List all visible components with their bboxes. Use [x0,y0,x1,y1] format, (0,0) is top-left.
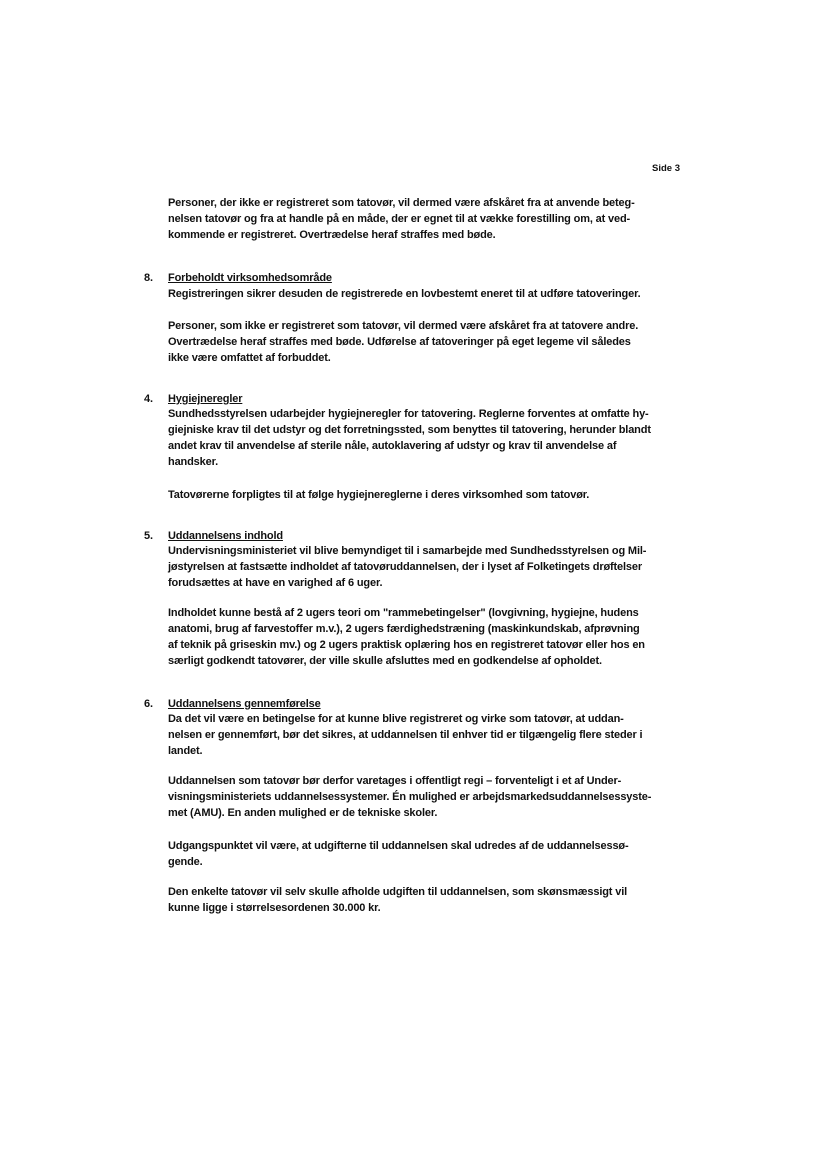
text-line: Sundhedsstyrelsen udarbejder hygiejneregler for tatovering. Reglerne forventes at omfatte hy- [168,408,649,420]
text-line: Undervisningsministeriet vil blive bemyndiget til i samarbejde med Sundhedsstyrelsen og Mil- [168,545,647,557]
section-paragraph [168,286,688,302]
text-line: Indholdet kunne bestå af 2 ugers teori om "rammebetingelser" (lovgivning, hygiejne, hudens [168,607,639,619]
text-line: met (AMU). En anden mulighed er de tekniske skoler. [168,807,438,819]
text-line: handsker. [168,456,219,468]
section-paragraph [168,884,688,916]
section-heading: Hygiejneregler [168,393,243,405]
section-paragraph [168,318,688,366]
text-line: gende. [168,856,203,868]
section-heading: Forbeholdt virksomhedsområde [168,272,332,284]
section-paragraph [168,711,688,759]
text-line: jøstyrelsen at fastsætte indholdet af tatovøruddannelsen, der i lyset af Folketingets drøftelser [168,561,642,573]
text-line: Da det vil være en betingelse for at kunne blive registreret og virke som tatovør, at uddan- [168,713,624,725]
section-number: 8. [144,272,153,284]
text-line: nelsen tatovør og fra at handle på en måde, der er egnet til at vække forestilling om, at ved- [168,213,631,225]
text-line: Overtrædelse heraf straffes med bøde. Udførelse af tatoveringer på eget legeme vil således [168,336,631,348]
text-line: kunne ligge i størrelsesordenen 30.000 kr. [168,902,381,914]
section-paragraph [168,543,688,591]
section-heading: Uddannelsens indhold [168,530,283,542]
text-line: kommende er registreret. Overtrædelse heraf straffes med bøde. [168,229,496,241]
text-line: Registreringen sikrer desuden de registrerede en lovbestemt eneret til at udføre tatoveringer. [168,288,641,300]
section-paragraph [168,838,688,870]
text-line: nelsen er gennemført, bør det sikres, at uddannelsen til enhver tid er tilgængelig flere steder i [168,729,643,741]
section-paragraph [168,605,688,669]
text-line: særligt godkendt tatovører, der ville skulle afsluttes med en godkendelse af opholdet. [168,655,602,667]
intro-paragraph [168,195,688,243]
text-line: ikke være omfattet af forbuddet. [168,352,331,364]
text-line: visningsministeriets uddannelsessystemer. Én mulighed er arbejdsmarkedsuddannelsessyste- [168,791,652,803]
section-number: 4. [144,393,153,405]
section-number: 5. [144,530,153,542]
section-paragraph [168,406,688,470]
text-line: Udgangspunktet vil være, at udgifterne til uddannelsen skal udredes af de uddannelsessø- [168,840,629,852]
page-number: Side 3 [652,163,680,174]
text-line: giejniske krav til det udstyr og det forretningssted, som benyttes til tatovering, herunder blandt [168,424,651,436]
section-paragraph [168,487,688,503]
text-line: landet. [168,745,203,757]
text-line: andet krav til anvendelse af sterile nåle, autoklavering af udstyr og krav til anvendelse af [168,440,617,452]
text-line: anatomi, brug af farvestoffer m.v.), 2 ugers færdighedstræning (maskinkundskab, afprøvning [168,623,640,635]
text-line: Den enkelte tatovør vil selv skulle afholde udgiften til uddannelsen, som skønsmæssigt vil [168,886,628,898]
section-number: 6. [144,698,153,710]
text-line: Personer, som ikke er registreret som tatovør, vil dermed være afskåret fra at tatovere andre. [168,320,639,332]
text-line: Uddannelsen som tatovør bør derfor varetages i offentligt regi – forventeligt i et af Under- [168,775,622,787]
section-paragraph [168,773,688,821]
text-line: Personer, der ikke er registreret som tatovør, vil dermed være afskåret fra at anvende beteg- [168,197,635,209]
text-line: Tatovørerne forpligtes til at følge hygiejnereglerne i deres virksomhed som tatovør. [168,489,590,501]
text-line: af teknik på griseskin mv.) og 2 ugers praktisk oplæring hos en registreret tatovør eller hos en [168,639,645,651]
section-heading: Uddannelsens gennemførelse [168,698,321,710]
text-line: forudsættes at have en varighed af 6 uger. [168,577,383,589]
